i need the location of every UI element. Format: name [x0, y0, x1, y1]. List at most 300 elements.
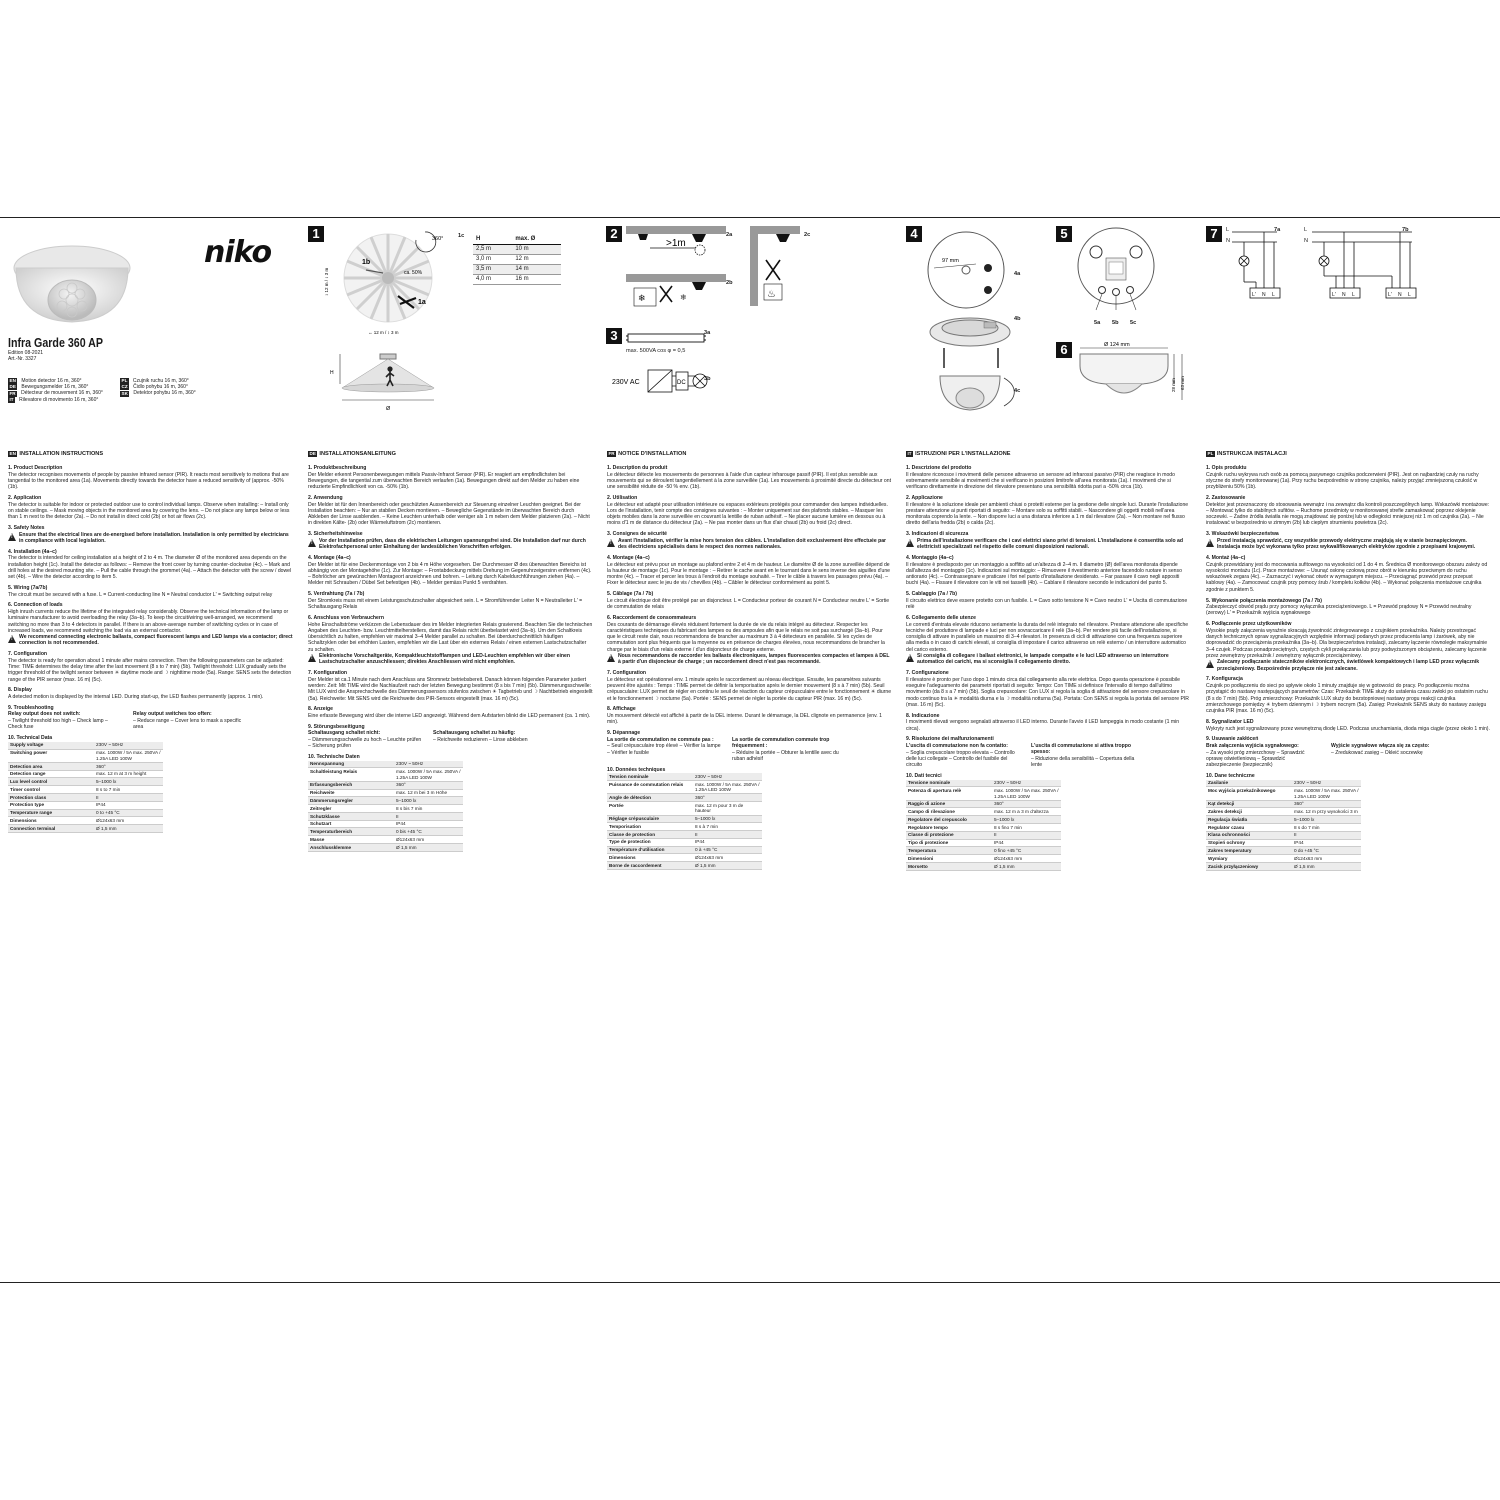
column-title: NOTICE D'INSTALLATION [618, 451, 687, 457]
troubleshooting [607, 737, 892, 762]
table-cell: Zeitregler [308, 805, 394, 813]
section-title: 6. Connection of loads [8, 602, 63, 609]
warning-icon [8, 533, 16, 541]
section-title: 7. Konfiguracja [1206, 676, 1243, 683]
section-text: Wysokie prądy załączenia wyraźnie skracają żywotność zintegrowanego z czujnikiem przekaźnika. Należy przestrzegać danych technicznych opraw sygnalizacyjnych względnie informacji podanych przez producenta lamp i żarówek, aby nie doprowadzić do przeciążenia przekaźnika (3a–b). Dla bezpieczeństwa instalacji, zalecamy łączenie równoległe maksymalnie 3–4 czujek. Podczas ponadprzeciętnych, częstych cykli przełączania lub przy podwyższonym obciążeniu, zalecamy łączenie przez zewnętrzny przekaźnik / zewnętrzny wyłącznik przeciążeniowy. [1206, 627, 1488, 659]
warning-text: Zalecamy podłączanie stateczników elektronicznych, świetlówek kompaktowych i lamp LED przez wyłącznik przeciążeniowy. Bezpośrednie przyłącze nie jest zalecane. [1217, 659, 1480, 672]
section-text: Le détecteur est opérationnel env. 1 minute après le raccordement au réseau électrique. Ensuite, les paramètres suivants peuvent être ajustés : Temps : TIME permet de définir la temporisation après le dernier mouvement (8 s à 7 min) (5b). Seuil crépusculaire: LUX permet de régler en continu le seuil de réaction du capteur crépusculaire entre le fonctionnement ☀ diurne et le fonctionnement ☽ nocturne (5a). Portée : SENS permet de régler la portée du capteur PIR (max. 16 m) (5c). [607, 676, 892, 702]
table-cell: 8 s fino 7 min [992, 824, 1061, 832]
warning-text: Avant l'installation, vérifier la mise hors tension des câbles. L'installation doit exclusivement être effectuée par des électriciens spécialisés dans le respect des normes nationales. [618, 537, 887, 551]
section-s8 [1206, 719, 1491, 732]
table-row [1206, 831, 1361, 839]
table-cell: Zacisk przyłączeniowy [1206, 862, 1292, 870]
table-cell: Temperaturbereich [308, 828, 394, 836]
warning-text: Nous recommandons de raccorder les ballasts électroniques, lampes fluorescentes compactes et lampes à DEL à partir d'un disjoncteur de charge ; un raccordement direct n'est pas recommandé. [618, 653, 890, 666]
table-row [906, 808, 1061, 816]
section-title: 3. Indicazioni di sicurezza [906, 531, 969, 538]
troubleshoot-text: – Za wysoki próg zmierzchowy – Sprawdzić oprawę oświetleniową – Sprawdzić zabezpieczenie (bezpiecznik) [1206, 749, 1305, 769]
table-row [607, 802, 762, 815]
table-cell: Temperatura [906, 847, 992, 855]
section-text: Der Melder ist für den Innenbereich oder geschützten Aussenbereich zur Steuerung einzelner Leuchten geeignet. Bei der Installation beachten: – Nur an stabilen Decken montieren. – Bewegliche Gegenstände im überwachten Bereich durch Abkleben der Linse ausblenden. – Keine Leuchten unterhalb oder weniger als 1 m neben dem Melder platzieren (2a). – Nicht in direkten Kälte- (2b) oder Wärmeluftstrom (2c) montieren. [308, 501, 590, 527]
column-it [906, 450, 1191, 1260]
svg-text:DC: DC [677, 380, 686, 386]
table-cell: max. 1000W / 5A max. 250VA / 1.25A LED 100W [693, 781, 762, 794]
section-text: Il circuito elettrico deve essere protetto con un fusibile. L = Cavo sotto tensione N = Cavo neutro L' = Uscita di commutazione relè [906, 597, 1188, 611]
table-cell: Protection type [8, 801, 94, 809]
section-text: High inrush currents reduce the lifetime of the integrated relay considerably. Observe the technical information of the lamp or luminaire manufacturer to avoid overloading the relay (3a–b). To keep the circuit/wiring well-arranged, we recommend switching no more than 3 to 4 detectors in parallel. If there is an above-average number of switching cycles or in case of increased loads, we recommend switching the load via an external contactor. [8, 608, 289, 634]
section-title: 8. Display [8, 687, 32, 694]
table-cell: 0 do +45 °C [1292, 847, 1361, 855]
section-text: Le détecteur est adapté pour utilisation intérieure ou espaces extérieurs protégés pour commander des lampes individuelles. Lors de l'installation, tenir compte des consignes suivantes : – Monter uniquement sur des plafonds stables. – Masquer les objets mobiles dans la zone surveillée en couvrant la lentille de ruban adhésif. – Ne placer aucune lumière en dessous ou à moins d'1 m de distance du détecteur (2a). – Ne pas monter dans un flux d'air chaud (2b) ou froid (2c) direct. [607, 501, 888, 527]
table-row [906, 855, 1061, 863]
section-text: Czujnik ruchu wykrywa ruch osób za pomocą pasywnego czujnika podczerwieni (PIR). Jest on najbardziej czuły na ruchy styczne do strefy monitorowanej (1a). Przy ruchu bezpośrednio w stronę czujnika, należy przyjąć zmniejszoną czułość w przybliżeniu 50% (1b). [1206, 471, 1479, 491]
section-heading [1206, 450, 1491, 458]
instruction-sheet [0, 217, 1500, 1283]
troubleshoot-heading: Schaltausgang schaltet nicht: [308, 730, 381, 737]
table-cell: 230V ~ 50Hz [992, 780, 1061, 787]
section-s9 [8, 705, 293, 731]
figure-3 [606, 328, 806, 408]
article-number: Art.-Nr. 3327 [8, 356, 37, 362]
section-s2 [1206, 495, 1491, 527]
section-text: I movimenti rilevati vengono segnalati attraverso il LED interno. Durante l'avvio il LED lampeggia in modo costante (1 min circa). [906, 719, 1180, 732]
svg-text:❄: ❄ [680, 293, 687, 302]
warning-box [906, 538, 1191, 551]
figure-number-2: 2 [606, 226, 622, 242]
warning-text: Prima dell'installazione verificare che i cavi elettrici siano privi di tensioni. L'installazione è consentita solo ad elettricisti specializzati nel rispetto delle comuni disposizioni nazionali. [917, 537, 1183, 551]
svg-text:L': L' [1252, 292, 1256, 298]
troubleshoot-text: – Réduire la portée – Obturer la lentille avec du ruban adhésif [732, 749, 839, 762]
section-title: 8. Anzeige [308, 706, 334, 713]
table-cell: 230V ~ 50Hz [693, 773, 762, 780]
warning-icon [8, 635, 16, 643]
table-row [1206, 800, 1361, 808]
section-text: Il rilevatore è predisposto per un montaggio a soffitto ad un'altezza di 2–4 m. Il diametro (Ø) dell'area monitorata dipende dall'altezza del montaggio (1c). Indicazioni sul montaggio: – Rimuovere il rivestimento anteriore facendolo ruotare in senso antiorario (4c). – Contrassegnare e praticare i fori nel punto d'installazione desiderato. – Far passare il cavo negli appositi buchi (4a). – Fissare il rilevatore con le viti nei tasselli (4b). – Cablare il rilevatore secondo le indicazioni del punto 5. [906, 561, 1182, 587]
warning-icon [607, 539, 615, 547]
section-text: Hohe Einschaltströme verkürzen die Lebensdauer des im Melder integrierten Relais gravierend. Beachten Sie die technischen Angaben des Leuchten- bzw. Leuchtmittelherstellers, damit das Relais nicht überbelastet wird (3a–b). Um den Schaltkreis übersichtlich zu halten, empfehlen wir maximal 3–4 Melder parallel zu schalten. Bei überdurchschnittlich häufigen Schaltzyklen oder bei erhöhten Lasten, empfehlen wir die Last über ein externes Relais / einen externen Lastschutzschalter zu schalten. [308, 621, 593, 653]
troubleshoot-b [433, 730, 548, 749]
table-cell: Puissance de commutation relais [607, 781, 693, 794]
table-row [8, 749, 163, 762]
table-cell: Schaltleistung Relais [308, 768, 394, 781]
technical-data-table [906, 780, 1061, 871]
table-row [308, 812, 463, 820]
svg-text:>1m: >1m [666, 238, 686, 249]
section-s1 [308, 465, 593, 490]
table-cell: Tensione nominale [906, 780, 992, 787]
section-s6 [1206, 621, 1491, 672]
table-cell: 360° [94, 762, 163, 770]
table-cell: Regolatore tempo [906, 824, 992, 832]
section-text: The detector is suitable for indoor or protected outdoor use to control individual lamps. Observe when installing: – Install only on stable ceilings. – Mask moving objects in the monitored area by covering the lens. – Do not place any lamps below or less than 1 m next to the detector (2a). – Do not install in direct cold (2b) or hot air flows (2c). [8, 501, 290, 521]
troubleshoot-b [133, 711, 248, 730]
table-cell: 0 bis +45 °C [394, 828, 463, 836]
section-s7 [607, 670, 892, 702]
section-title: 10. Dati tecnici [906, 772, 942, 779]
table-cell: Wymiary [1206, 855, 1292, 863]
table-cell: Température d'utilisation [607, 846, 693, 854]
section-s9 [906, 736, 1191, 768]
section-text: Eine erfasste Bewegung wird über die interne LED angezeigt. Während dem Aufstarten blinkt die LED permanent (ca. 1 min). [308, 712, 591, 719]
section-s4 [906, 555, 1191, 587]
table-row [906, 816, 1061, 824]
wiring-diagram [1232, 226, 1432, 306]
section-s9 [607, 730, 892, 762]
section-s4 [8, 549, 293, 581]
section-title: 6. Podłączenie przez użytkowników [1206, 621, 1292, 628]
section-s8 [8, 687, 293, 700]
table-row [8, 762, 163, 770]
section-s1 [906, 465, 1191, 490]
table-cell: max. 12 m at 3 m height [94, 770, 163, 778]
troubleshooting [8, 711, 293, 730]
section-text: Il rilevatore è la soluzione ideale per ambienti chiusi o protetti esterne per la gestione delle singole luci. Durante l'installazione prestare attenzione ai punti riportati di seguito: – Montare solo su soffitti stabili. – Nascondere gli oggetti mobili nell'area monitorata coprendo la lente. – Non disporre luci a una distanza inferiore a 1 m dal rilevatore (2a). – Non montare nel flusso diretto dell'aria fredda (2b) o calda (2c). [906, 501, 1189, 527]
section-title: 7. Configurazione [906, 670, 949, 677]
troubleshoot-text: – Reduce range – Cover lens to mask a specific area [133, 718, 242, 731]
section-s10 [1206, 773, 1491, 871]
figure-2c [750, 226, 820, 306]
troubleshoot-b [732, 737, 847, 762]
section-title: 6. Collegamento delle utenze [906, 614, 976, 621]
figure-label-5a: 5a [1094, 320, 1101, 326]
column-title: ISTRUZIONI PER L'INSTALLAZIONE [915, 451, 1011, 457]
section-title: 1. Opis produktu [1206, 465, 1247, 471]
warning-text: Vor der Installation prüfen, dass die elektrischen Leitungen spannungsfrei sind. Die Installation darf nur durch Elektrofachpersonal unter Einhaltung der landesüblichen Vorschriften erfolgen. [319, 537, 586, 551]
section-title: 5. Câblage (7a / 7b) [607, 591, 654, 598]
figure-number-7: 7 [1206, 226, 1222, 242]
section-title: 3. Sicherheitshinweise [308, 531, 363, 538]
troubleshoot-heading: Relay output does not switch: [8, 711, 81, 718]
section-s5 [906, 591, 1191, 610]
table-cell: II [992, 831, 1061, 839]
section-title: 7. Konfiguration [308, 670, 348, 677]
figure-label-3a: 3a [704, 330, 711, 336]
section-s2 [8, 495, 293, 520]
section-title: 10. Dane techniczne [1206, 772, 1255, 779]
table-cell: Stopień ochrony [1206, 839, 1292, 847]
warning-icon [308, 654, 316, 662]
svg-text:Ø: Ø [386, 406, 391, 412]
table-row [473, 245, 561, 255]
section-title: 1. Produktbeschreibung [308, 465, 367, 471]
table-cell: Zakres temperatury [1206, 847, 1292, 855]
table-cell: Potenza di apertura relè [906, 787, 992, 800]
table-cell: Dimensions [607, 854, 693, 862]
table-row [8, 817, 163, 825]
svg-text:♨: ♨ [767, 289, 776, 300]
table-cell: Schutzart [308, 820, 394, 828]
section-heading [308, 450, 593, 458]
svg-text:N: N [1262, 292, 1266, 298]
column-fr [607, 450, 892, 1260]
troubleshoot-heading: Relay output switches too often: [133, 711, 212, 718]
section-s10 [8, 735, 293, 833]
table-cell: max. 12 m a 3 m d'altezza [992, 808, 1061, 816]
table-row [607, 815, 762, 823]
svg-text:H: H [330, 370, 334, 376]
troubleshoot-a [1206, 743, 1321, 768]
table-cell: II [1292, 831, 1361, 839]
table-cell: Supply voltage [8, 742, 94, 749]
table-cell: 12 m [512, 255, 561, 265]
table-cell: 8 s bis 7 min [394, 805, 463, 813]
table-row [607, 862, 762, 870]
warning-box [1206, 659, 1491, 672]
section-title: 4. Montaggio (4a–c) [906, 554, 954, 561]
troubleshooting [308, 730, 593, 749]
product-photo [12, 230, 132, 330]
section-s3 [308, 531, 593, 550]
section-s5 [308, 591, 593, 610]
table-cell: 360° [693, 794, 762, 802]
section-s7 [308, 670, 593, 702]
table-cell: Erfassungsbereich [308, 781, 394, 789]
troubleshoot-heading: La sortie de commutation commute trop fréquemment : [732, 736, 830, 749]
svg-text:ca. 50%: ca. 50% [404, 270, 423, 276]
section-title: 3. Consignes de sécurité [607, 531, 668, 538]
section-text: Der Melder ist für eine Deckenmontage von 2 bis 4 m Höhe vorgesehen. Der Durchmesser Ø des überwachten Bereichs ist abhängig von der Montagehöhe (1c). Zur Montage: – Frontabdeckung mittels Drehung im Gegenuhrzeigersinn entfernen (4c). – Bohrlöcher am gewünschten Montageort anzeichnen und bohren. – Leitung durch Kabeldurchführungen ziehen (4a). – Melder mit Schrauben / Dübel Set befestigen (4b). – Melder gemäss Punkt 5 verdrahten. [308, 561, 592, 587]
language-list [8, 378, 298, 418]
section-title: 4. Installation (4a–c) [8, 548, 57, 555]
table-row [308, 836, 463, 844]
section-s10 [308, 754, 593, 852]
section-title: 8. Indicazione [906, 712, 940, 719]
column-pl [1206, 450, 1491, 1260]
section-text: Detektor jest przeznaczony do stosowania wewnątrz i na zewnątrz dla kontroli poszczególnych lamp. Wskazówki montażowe: – Montować tylko do stabilnych sufitów. – Ruchome przedmioty w monitorowanej strefie zamaskować poprzez oklejenie soczewki. – Żadne źródła światła nie mogą znajdować się poniżej lub w odległości mniejszej niż 1 m od czujnika (2a). – Nie instalować w bezpośrednio w zimnym (2b) lub ciepłym strumieniu powietrza (2c). [1206, 501, 1490, 527]
table-cell: 5–1000 lx [1292, 816, 1361, 824]
table-cell: Dimensioni [906, 855, 992, 863]
table-cell: Réglage crépusculaire [607, 815, 693, 823]
warning-text: Elektronische Vorschaltgeräte, Kompaktleuchtstofflampen und LED-Leuchten empfehlen wir über einen Lastschutzschalter anzuschliessen; direktes Anschliessen wird nicht empfohlen. [319, 653, 570, 666]
table-cell: Ø124x63 mm [394, 836, 463, 844]
column-de [308, 450, 593, 1260]
section-text: Il rilevatore è pronto per l'uso dopo 1 minuto circa dal collegamento alla rete elettrica. Dopo questa operazione è possibile eseguire l'adeguamento dei parametri riportati di seguito: Tempo: Con TIME si definisce l'intervallo di tempo dall'ultimo movimento (da 8 s a 7 min) (5b). Soglia crepuscolare: Con LUX si regola la soglia di attivazione del sensore crepuscolare in modo continuo tra la ☀ modalità diurna e la ☽ modalità notturna (5a). Portata: Con SENS si regola la portata del sensore PIR (max. 16 m) (5c). [906, 676, 1189, 708]
figure-number-3: 3 [606, 328, 622, 344]
warning-box [607, 538, 892, 551]
table-cell: 0 fino +45 °C [992, 847, 1061, 855]
table-cell: Borne de raccordement [607, 862, 693, 870]
table-cell: 230V ~ 50Hz [1292, 780, 1361, 787]
technical-data-table [8, 742, 163, 833]
section-text: A detected motion is displayed by the internal LED. During start-up, the LED flashes permanently (approx. 1 min). [8, 694, 264, 701]
svg-text:↔ 12 m / ↕ 3 m: ↔ 12 m / ↕ 3 m [368, 330, 399, 335]
placement-diagram [626, 226, 741, 321]
table-header: H [473, 235, 512, 245]
section-text: Le correnti d'entrata elevate riducono seriamente la durata del relè integrato nel rilevatore. Prestare attenzione alle specifiche tecniche del produttore di lampade e luci per non sovraccaricare il relè (3a–b). Per rendere più facile dell'installazione, si consiglia di attivare in parallelo un massimo di 3–4 rilevatori. In presenza di cicli di attivazione con una frequenza superiore alla media o in caso di carichi elevati, si consiglia di impostare il carico attraverso un relè esterno / un interruttore automatico del carico esterno. [906, 621, 1189, 653]
table-cell: Schutzklasse [308, 812, 394, 820]
table-cell: 5–1000 lx [693, 815, 762, 823]
table-cell: 8 s do 7 min [1292, 824, 1361, 832]
warning-icon [906, 654, 914, 662]
figure-label-4c: 4c [1014, 388, 1021, 394]
section-heading [607, 450, 892, 458]
table-row [308, 768, 463, 781]
figure-label-7b: 7b [1402, 227, 1409, 233]
table-cell: max. 12 m bei 3 m Höhe [394, 789, 463, 797]
warning-icon [1206, 539, 1214, 547]
section-s2 [906, 495, 1191, 527]
figure-label-2c: 2c [804, 232, 811, 238]
section-s9 [308, 724, 593, 750]
figure-number-6: 6 [1056, 342, 1072, 358]
warning-box [607, 653, 892, 666]
section-text: Zabezpieczyć obwód prądu przy pomocy wyłącznika przeciążeniowego. L = Przewód prądowy N = Przewód neutralny (zerowy) L' = Przekaźnik wyjścia sygnałowego [1206, 604, 1472, 617]
figure-label-4b: 4b [1014, 316, 1021, 322]
table-cell: Tipo di protezione [906, 839, 992, 847]
section-heading [8, 450, 293, 458]
troubleshoot-heading: Schaltausgang schaltet zu häufig: [433, 730, 516, 737]
table-cell: 5–1000 lx [394, 797, 463, 805]
table-cell: Moc wyjścia przekaźnikowego [1206, 787, 1292, 800]
table-row [308, 761, 463, 768]
detection-area-diagram [320, 226, 460, 418]
table-cell: 360° [394, 781, 463, 789]
table-row [308, 820, 463, 828]
table-row [308, 789, 463, 797]
section-title: 9. Troubleshooting [8, 704, 54, 711]
table-cell: Ø124x63 mm [94, 817, 163, 825]
section-title: 1. Product Description [8, 465, 63, 471]
section-title: 10. Technische Daten [308, 754, 360, 761]
section-text: Le détecteur est prévu pour un montage au plafond entre 2 et 4 m de hauteur. Le diamètre Ø de la zone surveillée dépend de la hauteur de montage (1c). Pour le montage : – Retirer le cache avant en le tournant dans le sens inverse des aiguilles d'une montre (4c). – Tracer et percer les trous à l'endroit du montage souhaité. – Tirer le câble à travers les passages prévu (4a). – Fixer le détecteur avec le jeu de vis / chevilles (4b). – Câbler le détecteur conformément au point 5. [607, 561, 890, 587]
table-row [8, 786, 163, 794]
table-cell: Ø 1,5 mm [1292, 862, 1361, 870]
section-title: 7. Configuration [8, 651, 48, 658]
svg-text:L: L [1272, 292, 1275, 298]
section-s1 [8, 465, 293, 490]
troubleshoot-text: – Reichweite reduzieren – Linse abkleben [433, 736, 528, 743]
table-cell: Anschlussklemme [308, 844, 394, 852]
table-row [607, 838, 762, 846]
table-row [906, 800, 1061, 808]
column-title: INSTALLATIONSANLEITUNG [319, 451, 396, 457]
table-cell: max. 1000W / 5A max. 250VA / 1.25A LED 100W [394, 768, 463, 781]
warning-box [8, 634, 293, 647]
table-cell: Lux level control [8, 778, 94, 786]
table-row [607, 831, 762, 839]
table-cell: Temporisation [607, 823, 693, 831]
troubleshoot-text: – Soglia crepuscolare troppo elevata – Controllo delle luci collegate – Controllo del fusibile del circuito [906, 749, 1015, 769]
table-cell: Zasilanie [1206, 780, 1292, 787]
warning-text: Przed instalacją sprawdzić, czy wszystkie przewody elektryczne znajdują się w stanie beznapięciowym. Instalacja może być wykonana tylko przez wykwalifikowanych elektryków zgodnie z przepisami krajowymi. [1217, 537, 1476, 551]
language-code: IT [907, 451, 912, 456]
section-s10 [607, 767, 892, 870]
svg-text:230V AC: 230V AC [612, 379, 640, 386]
table-row [607, 854, 762, 862]
section-text: Wykryty ruch jest sygnalizowany przez wewnętrzną diodę LED. Podczas uruchamiania, dioda miga ciągle (przez około 1 min). [1206, 725, 1490, 732]
table-cell: Protection class [8, 794, 94, 802]
section-text: Il rilevatore riconosce i movimenti delle persone attraverso un sensore ad infrarossi passivo (PIR) che reagisce in modo estremamente sensibile ai movimenti che si verificano in posizioni limitrofe all'area monitorata (1a). I movimenti che si verificano direttamente in direzione del rilevatore presentano una sensibilità ridotta pari a -50% circa (1b). [906, 471, 1175, 491]
section-s7 [8, 651, 293, 683]
table-cell: II [394, 812, 463, 820]
figure-label-2b: 2b [726, 280, 733, 286]
wire-label-l-b: L [1304, 227, 1308, 233]
table-cell: Nennspannung [308, 761, 394, 768]
section-text: Der Melder ist ca.1 Minute nach dem Anschluss ans Stromnetz betriebsbereit. Danach können folgenden Parameter justiert werden: Zeit: Mit TIME wird die Nachlaufzeit nach der letzten Bewegung bestimmt (8 s bis 7 min) (5b). Dämmerungsschwelle: Mit LUX wird die Ansprechschwelle des Dämmerungssensors stufenlos zwischen ☀ Tagbetrieb und ☽ Nachtbetrieb eingestellt (5a). Reichweite: Mit SENS wird die Reichweite des PIR-Sensors eingestellt (max. 16 m) (5c). [308, 676, 593, 702]
section-s6 [308, 615, 593, 666]
table-cell: max. 12 m pour 3 m de hauteur [693, 802, 762, 815]
section-title: 9. Risoluzione dei malfunzionamenti [906, 736, 994, 743]
figure-label-2a: 2a [726, 232, 733, 238]
table-cell: 360° [992, 800, 1061, 808]
section-text: Des courants de démarrage élevés réduisent fortement la durée de vie du relais intégré au détecteur. Respecter les caractéristiques techniques du fabricant des lampes ou des ampoules afin que le relais ne soit pas surchargé (3a–b). Pour que le circuit reste clair, nous recommandons de brancher au maximum 3 à 4 détecteurs en parallèle. Si les cycles de commutation sont plus fréquents que la moyenne ou en présence de charges élevées, nous recommandons de brancher la charge par le biais d'un relais externe / d'un disjoncteur de charge externe. [607, 621, 885, 653]
section-text: Le détecteur détecte les mouvements de personnes à l'aide d'un capteur infrarouge passif (PIR). Il est plus sensible aux mouvements qui se déroulent tangentiellement à la zone surveillée (1a). Les mouvements à proximité directe du détecteur ont une sensibilité réduite de -50 % env. (1b). [607, 471, 891, 491]
column-en [8, 450, 293, 1260]
table-cell: Ø124x63 mm [1292, 855, 1361, 863]
table-row [607, 823, 762, 831]
table-header: max. Ø [512, 235, 561, 245]
troubleshoot-heading: Brak załączenia wyjścia sygnałowego: [1206, 742, 1299, 749]
troubleshoot-heading: L'uscita di commutazione si attiva troppo spesso: [1031, 742, 1131, 756]
section-s8 [906, 713, 1191, 732]
lang-en: EN Motion detector 16 m, 360° [9, 378, 82, 384]
section-title: 5. Cablaggio (7a / 7b) [906, 591, 957, 598]
section-title: 4. Montage (4a–c) [308, 554, 351, 561]
section-text: Un mouvement détecté est affiché à partir de la DEL interne. Durant le démarrage, la DEL clignote en permanence (env. 1 min). [607, 712, 882, 726]
section-text: The detector is ready for operation about 1 minute after mains connection. Then the following parameters can be adjusted: Time: TIME determines the delay time after the last movement (8 s to 7 min) (5b). Twilight threshold: LUX gradually sets the trigger threshold of the twilight sensor between ☀ daytime mode and ☽ nighttime mode (5a). Range: SENS sets the detection range of the PIR sensor (max. 16 m) (5c). [8, 657, 292, 683]
language-code: DE [309, 451, 316, 456]
troubleshoot-heading: Wyjście sygnałowe włącza się za często: [1331, 742, 1430, 749]
table-row [906, 824, 1061, 832]
section-text: Der Melder erkennt Personenbewegungen mittels Passiv-Infrarot Sensor (PIR). Er reagiert am empfindlichsten bei Bewegungen, die tangential zum überwachten Bereich verlaufen (1a). Bewegungen direkt auf den Melder zu haben eine reduzierte Empfindlichkeit von ca. -50% (1b). [308, 471, 580, 491]
table-cell: Ø124x63 mm [992, 855, 1061, 863]
table-row [308, 781, 463, 789]
table-cell: Detection area [8, 762, 94, 770]
section-s1 [607, 465, 892, 490]
table-cell: Connection terminal [8, 825, 94, 833]
svg-text:360°: 360° [432, 236, 444, 242]
section-title: 3. Safety Notes [8, 524, 45, 531]
table-cell: Detection range [8, 770, 94, 778]
table-cell: 3,0 m [473, 255, 512, 265]
section-title: 5. Wiring (7a/7b) [8, 584, 48, 591]
troubleshoot-a [906, 743, 1021, 768]
table-cell: 16 m [512, 275, 561, 285]
wire-label-l: L [1226, 227, 1230, 233]
table-row [8, 809, 163, 817]
warning-box [906, 653, 1191, 666]
figure-label-5c: 5c [1130, 320, 1137, 326]
figure-7 [1206, 226, 1436, 306]
section-s2 [607, 495, 892, 527]
lang-sk: SK Detektor pohybu 16 m, 360° [121, 390, 196, 397]
warning-icon [906, 539, 914, 547]
section-s6 [607, 615, 892, 666]
column-title: INSTRUKCJA INSTALACJI [1216, 451, 1287, 457]
table-cell: Dämmerungsregler [308, 797, 394, 805]
language-code: EN [9, 451, 16, 456]
table-row [906, 847, 1061, 855]
table-cell: max. 1000W / 5A max. 250VA / 1.25A LED 100W [94, 749, 163, 762]
section-title: 6. Raccordement de consommateurs [607, 614, 697, 621]
table-row [1206, 787, 1361, 800]
figure-6 [1056, 342, 1186, 422]
section-title: 1. Description du produit [607, 465, 668, 471]
svg-text:97 mm: 97 mm [942, 258, 959, 264]
table-row [607, 846, 762, 854]
svg-text:L': L' [1332, 292, 1336, 298]
section-s5 [8, 585, 293, 598]
section-s3 [8, 525, 293, 544]
table-row [906, 839, 1061, 847]
section-title: 8. Sygnalizator LED [1206, 718, 1254, 725]
section-title: 10. Données techniques [607, 766, 666, 773]
language-code: FR [608, 451, 615, 456]
table-row [1206, 855, 1361, 863]
table-cell: max. 1000W / 5A max. 250VA / 1.25A LED 100W [992, 787, 1061, 800]
section-title: 9. Störungsbeseitigung [308, 723, 365, 730]
svg-text:Ø 124 mm: Ø 124 mm [1104, 342, 1130, 348]
